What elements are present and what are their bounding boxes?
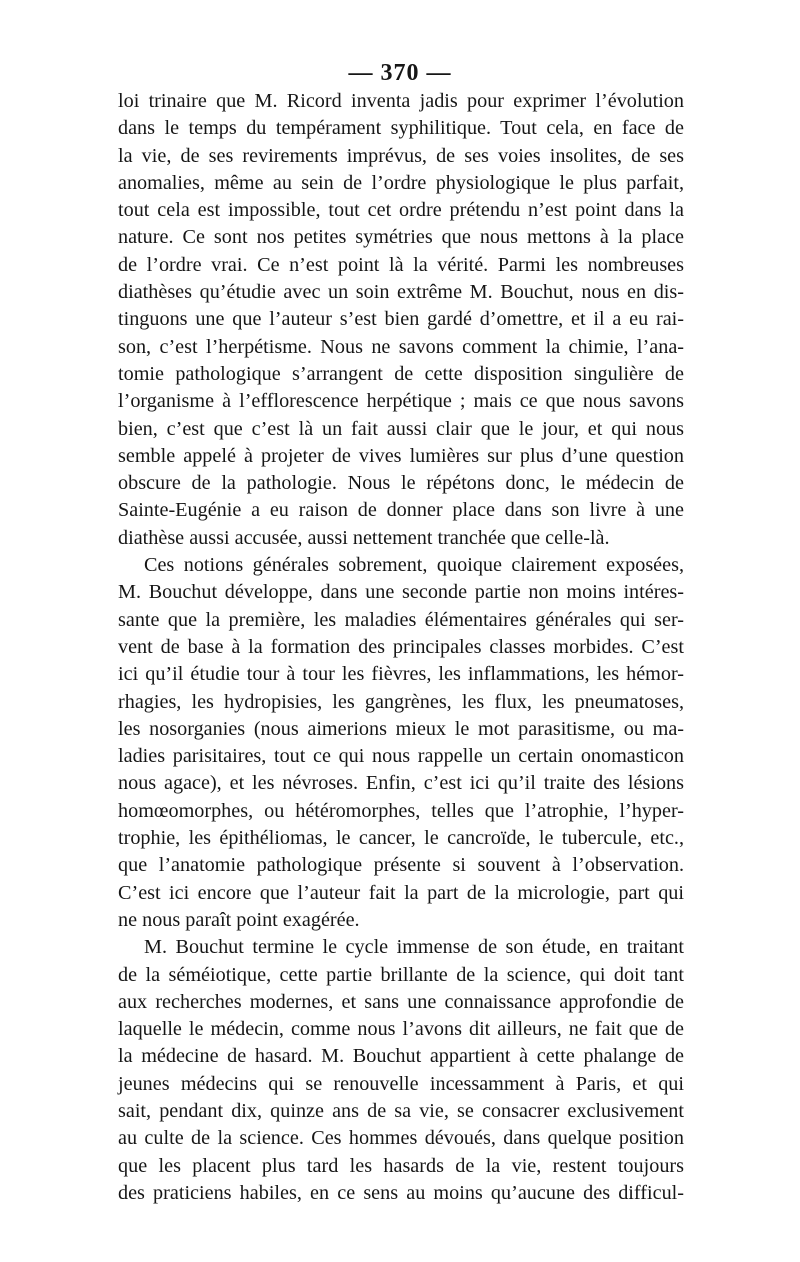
page-number: — 370 — [348,60,452,86]
paragraph-first-line: Ces notions générales sobrement, quoique clairement exposées, [144,554,684,577]
text-line: trophie, les épithéliomas, le cancer, le cancroïde, le tubercule, etc., [118,827,684,850]
text-line: que les placent plus tard les hasards de la vie, restent toujours [118,1154,684,1177]
text-line: bien, c’est que c’est là un fait aussi clair que le jour, et qui nous [118,417,684,440]
text-line: des praticiens habiles, en ce sens au moins qu’aucune des difficul- [118,1181,684,1204]
paragraph-first-line: M. Bouchut termine le cycle immense de son étude, en traitant [144,936,684,959]
text-line: son, c’est l’herpétisme. Nous ne savons comment la chimie, l’ana- [118,335,684,358]
text-line: nous agace), et les névroses. Enfin, c’est ici qu’il traite des lésions [118,772,684,795]
text-line: diathèses qu’étudie avec un soin extrême M. Bouchut, nous en dis- [118,281,684,304]
text-line: laquelle le médecin, comme nous l’avons dit ailleurs, ne fait que de [118,1018,684,1041]
text-line: aux recherches modernes, et sans une connaissance approfondie de [118,990,684,1013]
text-line: semble appelé à projeter de vives lumières sur plus d’une question [118,444,684,467]
text-line: nature. Ce sont nos petites symétries que nous mettons à la place [118,226,684,249]
text-line: la vie, de ses revirements imprévus, de ses voies insolites, de ses [118,144,684,167]
text-line: homœomorphes, ou hétéromorphes, telles que l’atrophie, l’hyper- [118,799,684,822]
text-line: sait, pendant dix, quinze ans de sa vie, se consacrer exclusivement [118,1099,684,1122]
text-line: M. Bouchut développe, dans une seconde partie non moins intéres- [118,581,684,604]
text-line: jeunes médecins qui se renouvelle incessamment à Paris, et qui [118,1072,684,1095]
text-line: tomie pathologique s’arrangent de cette disposition singulière de [118,362,684,385]
text-line: dans le temps du tempérament syphilitique. Tout cela, en face de [118,117,684,140]
paragraph-last-line: diathèse aussi accusée, aussi nettement tranchée que celle-là. [118,526,610,549]
text-line: Sainte-Eugénie a eu raison de donner place dans son livre à une [118,499,684,522]
text-line: au culte de la science. Ces hommes dévoués, dans quelque position [118,1127,684,1150]
text-line: sante que la première, les maladies élémentaires générales qui ser- [118,608,684,631]
text-line: tout cela est impossible, tout cet ordre prétendu n’est point dans la [118,199,684,222]
text-line: anomalies, même au sein de l’ordre physiologique le plus parfait, [118,171,684,194]
text-line: la médecine de hasard. M. Bouchut appartient à cette phalange de [118,1045,684,1068]
text-line: ici qu’il étudie tour à tour les fièvres, les inflammations, les hémor- [118,663,684,686]
body-text [118,88,684,1207]
text-line: de la séméiotique, cette partie brillante de la science, qui doit tant [118,963,684,986]
text-line: que l’anatomie pathologique présente si souvent à l’observation. [118,854,684,877]
text-line: les nosorganies (nous aimerions mieux le mot parasitisme, ou ma- [118,717,684,740]
text-line: vent de base à la formation des principales classes morbides. C’est [118,635,684,658]
text-line: loi trinaire que M. Ricord inventa jadis pour exprimer l’évolution [118,90,684,112]
text-line: l’organisme à l’efflorescence herpétique ; mais ce que nous savons [118,390,684,413]
text-line: C’est ici encore que l’auteur fait la part de la micrologie, part qui [118,881,684,904]
text-line: tinguons une que l’auteur s’est bien gardé d’omettre, et il a eu rai- [118,308,684,331]
text-line: ladies parisitaires, tout ce qui nous rappelle un certain onomasticon [118,745,684,768]
text-line: rhagies, les hydropisies, les gangrènes, les flux, les pneumatoses, [118,690,684,713]
paragraph-last-line: ne nous paraît point exagérée. [118,908,360,931]
text-line: obscure de la pathologie. Nous le répétons donc, le médecin de [118,472,684,495]
text-line: de l’ordre vrai. Ce n’est point là la vérité. Parmi les nombreuses [118,253,684,276]
